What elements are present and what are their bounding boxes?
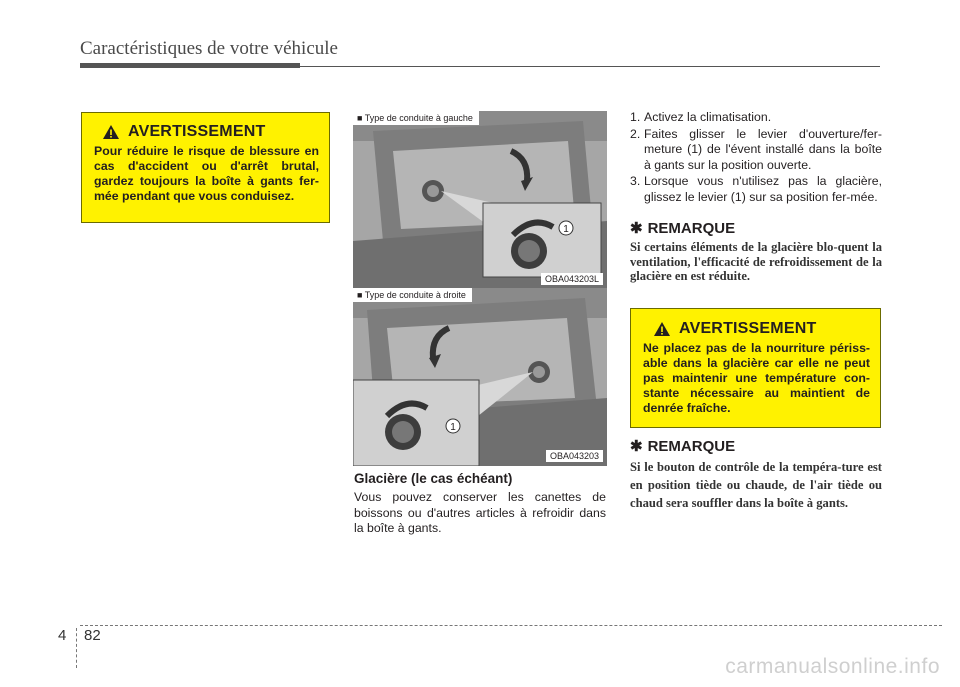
- warning-triangle-icon: [653, 321, 671, 337]
- step-text: Faites glisser le levier d'ouverture/fer-meture (1) de l'évent installé dans la boîte à gants sur la position ouverte.: [644, 126, 882, 172]
- figure-code: OBA043203L: [541, 273, 603, 285]
- remarque-heading: [630, 437, 735, 455]
- warning-box-food: [630, 308, 881, 428]
- glovebox-illustration-lhd: [353, 111, 607, 289]
- step-text: Activez la climatisation.: [644, 110, 772, 124]
- list-item: [630, 127, 882, 174]
- step-number: 1.: [630, 110, 641, 124]
- warning-triangle-icon: [102, 124, 120, 140]
- chapter-number: 4: [58, 627, 67, 644]
- figure-code: OBA043203: [546, 450, 603, 462]
- warning-text: Pour réduire le risque de blessure en cas d'accident ou d'arrêt brutal, gardez toujours la boîte à gants fer-mée pendant que vous conduisez.: [94, 144, 319, 203]
- remarque-title: REMARQUE: [647, 437, 736, 455]
- callout-number: 1: [450, 422, 456, 433]
- warning-box-glovebox: [81, 112, 330, 223]
- footer-rule: [80, 625, 942, 626]
- section-body: Vous pouvez conserver les canettes de boissons ou d'autres articles à refroidir dans la boîte à gants.: [354, 490, 606, 535]
- asterisk-icon: ✱: [630, 438, 643, 455]
- steps-list: [630, 110, 882, 206]
- figure-caption: ■ Type de conduite à gauche: [353, 111, 479, 125]
- list-item: [630, 174, 882, 205]
- watermark: carmanualsonline.info: [725, 655, 940, 678]
- remarque-heading: [630, 219, 735, 237]
- warning-title: AVERTISSEMENT: [128, 123, 266, 140]
- figure-left-hand-drive: [353, 111, 607, 289]
- figure-right-hand-drive: [353, 288, 607, 466]
- footer-divider: [76, 628, 77, 668]
- figure-caption: ■ Type de conduite à droite: [353, 288, 472, 302]
- asterisk-icon: ✱: [630, 220, 643, 237]
- callout-number: 1: [563, 224, 569, 235]
- page-number: 82: [84, 627, 101, 644]
- page-title: Caractéristiques de votre véhicule: [80, 38, 338, 59]
- glovebox-illustration-rhd: [353, 288, 607, 466]
- warning-title: AVERTISSEMENT: [679, 320, 817, 337]
- header-rule: [80, 66, 880, 67]
- step-text: Lorsque vous n'utilisez pas la glacière, glissez le levier (1) sur sa position fer-mée.: [644, 174, 882, 204]
- remarque-text: Si le bouton de contrôle de la tempéra-ture est en position tiède ou chaude, de l'air tiède ou chaud sera souffler dans la boîte à gants.: [630, 460, 882, 510]
- list-item: [630, 110, 882, 126]
- warning-text: Ne placez pas de la nourriture périss-able dans la glacière car elle ne peut pas maintenir une température con-stante nécessaire au maintient de denrée fraîche.: [643, 341, 870, 415]
- section-heading: Glacière (le cas échéant): [354, 471, 513, 486]
- remarque-text: Si certains éléments de la glacière blo-quent la ventilation, l'efficacité de refroidissement de la glacière en est réduite.: [630, 240, 882, 283]
- remarque-title: REMARQUE: [647, 219, 736, 237]
- step-number: 2.: [630, 126, 641, 141]
- step-number: 3.: [630, 174, 641, 188]
